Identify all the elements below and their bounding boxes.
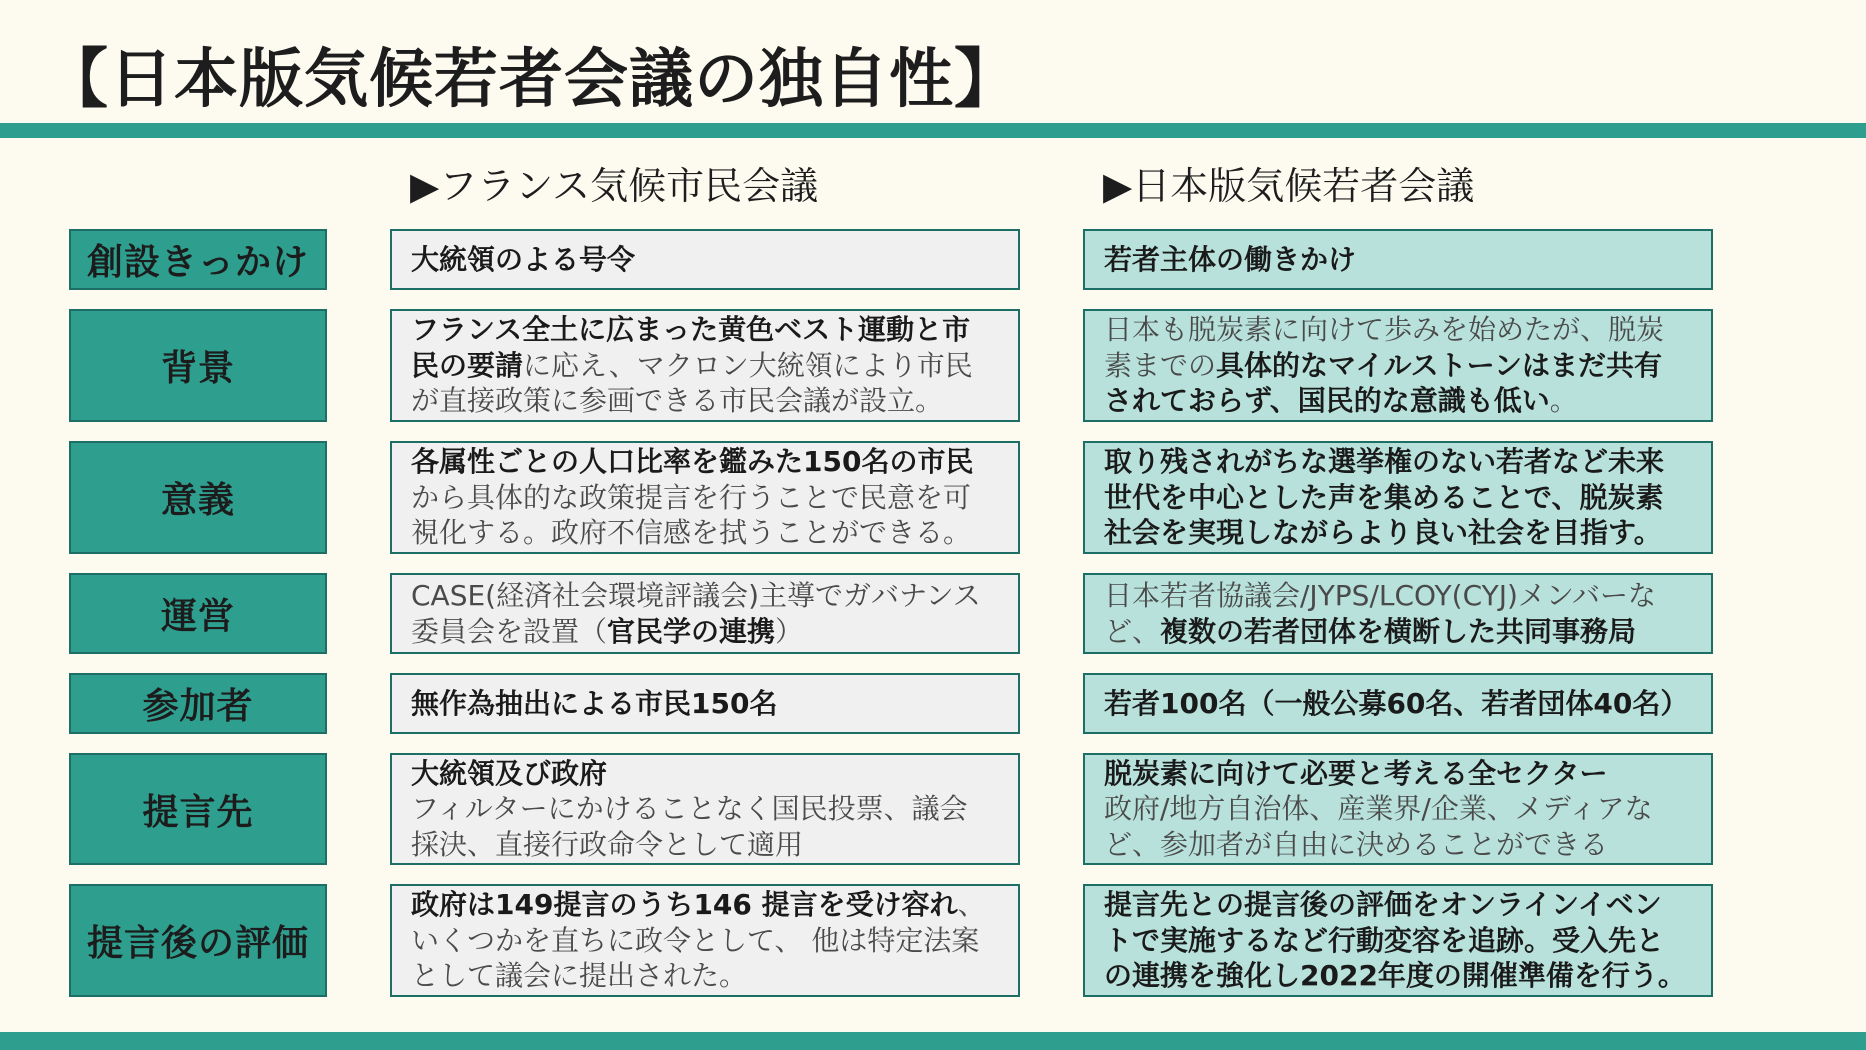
emphasis-text: 若者100名（一般公募60名、若者団体40名） (1104, 686, 1689, 720)
body-text: ど、 (1104, 614, 1161, 648)
footer-divider (0, 1032, 1866, 1050)
body-text: フィルターにかけることなく国民投票、議会 (411, 792, 968, 826)
cell-line (411, 515, 1002, 551)
cell-france (390, 884, 1020, 997)
row-label: 提言後の評価 (69, 884, 327, 997)
body-text: 委員会を設置（ (411, 614, 608, 648)
cell-japan (1083, 673, 1713, 734)
cell-line (1104, 383, 1695, 419)
cell-japan (1083, 441, 1713, 554)
cell-line (411, 887, 1002, 923)
cell-line (1104, 348, 1695, 384)
emphasis-text: 若者主体の働きかけ (1104, 242, 1357, 276)
cell-line (1104, 444, 1695, 480)
cell-line (1104, 614, 1695, 650)
emphasis-text: 社会を実現しながらより良い社会を目指す。 (1104, 516, 1662, 550)
body-text: 政府/地方自治体、産業界/企業、メディアな (1104, 792, 1653, 826)
cell-line (411, 756, 1002, 792)
cell-line (1104, 756, 1695, 792)
emphasis-text: の連携を強化し2022年度の開催準備を行う。 (1104, 959, 1686, 993)
cell-line (411, 791, 1002, 827)
row-label: 運営 (69, 573, 327, 654)
cell-line (1104, 958, 1695, 994)
cell-line (411, 578, 1002, 614)
emphasis-text: 各属性ごとの人口比率を鑑みた150名の市民 (411, 445, 974, 479)
body-text: として議会に提出された。 (411, 959, 748, 993)
row-label: 参加者 (69, 673, 327, 734)
cell-line (411, 480, 1002, 516)
body-text: 視化する。政府不信感を拭うことができる。 (411, 516, 972, 550)
body-text: ） (775, 614, 804, 648)
body-text: に応え、マクロン大統領により市民 (523, 348, 973, 382)
emphasis-text: 政府は149提言のうち146 提言を受け容れ (411, 888, 958, 922)
body-text: 、 (957, 888, 986, 922)
emphasis-text: トで実施するなど行動変容を追跡。受入先と (1104, 923, 1665, 957)
body-text: 日本若者協議会/JYPS/LCOY(CYJ)メンバーな (1104, 579, 1656, 612)
cell-line (1104, 791, 1695, 827)
cell-line (1104, 312, 1695, 348)
emphasis-text: 大統領及び政府 (411, 756, 608, 790)
emphasis-text: されておらず、国民的な意識も低い (1104, 384, 1550, 418)
cell-france (390, 573, 1020, 654)
body-text: CASE(経済社会環境評議会)主導でガバナンス (411, 579, 981, 612)
cell-line (1104, 578, 1695, 614)
cell-france (390, 309, 1020, 422)
body-text: 。 (1549, 384, 1578, 418)
cell-japan (1083, 309, 1713, 422)
cell-line (1104, 515, 1695, 551)
cell-france (390, 441, 1020, 554)
cell-line (1104, 480, 1695, 516)
cell-japan (1083, 229, 1713, 290)
body-text: 素までの (1104, 348, 1217, 382)
emphasis-text: 取り残されがちな選挙権のない若者など未来 (1104, 445, 1665, 479)
cell-line (1104, 887, 1695, 923)
cell-line (411, 444, 1002, 480)
column-header-france: ▶フランス気候市民会議 (410, 164, 819, 208)
cell-france (390, 753, 1020, 865)
body-text: から具体的な政策提言を行うことで民意を可 (411, 480, 972, 514)
page-title: 【日本版気候若者会議の独自性】 (44, 43, 1019, 117)
cell-line (411, 923, 1002, 959)
emphasis-text: 大統領のよる号令 (411, 242, 636, 276)
emphasis-text: 官民学の連携 (607, 614, 776, 648)
cell-line (411, 348, 1002, 384)
cell-line (411, 827, 1002, 863)
cell-line (411, 958, 1002, 994)
cell-line (1104, 923, 1695, 959)
body-text: が直接政策に参画できる市民会議が設立。 (411, 384, 944, 418)
row-label: 意義 (69, 441, 327, 554)
body-text: いくつかを直ちに政令として、 他は特定法案 (411, 923, 980, 957)
emphasis-text: 無作為抽出による市民150名 (411, 686, 778, 720)
cell-line (1104, 827, 1695, 863)
row-label: 提言先 (69, 753, 327, 865)
cell-line (411, 242, 1002, 278)
emphasis-text: 提言先との提言後の評価をオンラインイベン (1104, 888, 1662, 922)
emphasis-text: 複数の若者団体を横断した共同事務局 (1160, 614, 1637, 648)
cell-france (390, 229, 1020, 290)
cell-japan (1083, 753, 1713, 865)
body-text: 採決、直接行政命令として適用 (411, 827, 804, 861)
emphasis-text: 世代を中心とした声を集めることで、脱炭素 (1104, 480, 1664, 514)
cell-japan (1083, 884, 1713, 997)
emphasis-text: フランス全土に広まった黄色ベスト運動と市 (411, 313, 971, 347)
emphasis-text: 具体的なマイルストーンはまだ共有 (1216, 348, 1663, 382)
cell-line (411, 312, 1002, 348)
row-label: 背景 (69, 309, 327, 422)
cell-line (411, 686, 1002, 722)
body-text: 日本も脱炭素に向けて歩みを始めたが、脱炭 (1104, 313, 1665, 347)
cell-japan (1083, 573, 1713, 654)
emphasis-text: 民の要請 (411, 348, 524, 382)
cell-line (1104, 242, 1695, 278)
row-label: 創設きっかけ (69, 229, 327, 290)
body-text: ど、参加者が自由に決めることができる (1104, 827, 1609, 861)
emphasis-text: 脱炭素に向けて必要と考える全セクター (1104, 756, 1608, 790)
cell-line (411, 383, 1002, 419)
column-header-japan: ▶日本版気候若者会議 (1103, 164, 1475, 208)
cell-line (411, 614, 1002, 650)
header-divider (0, 123, 1866, 138)
cell-france (390, 673, 1020, 734)
cell-line (1104, 686, 1695, 722)
